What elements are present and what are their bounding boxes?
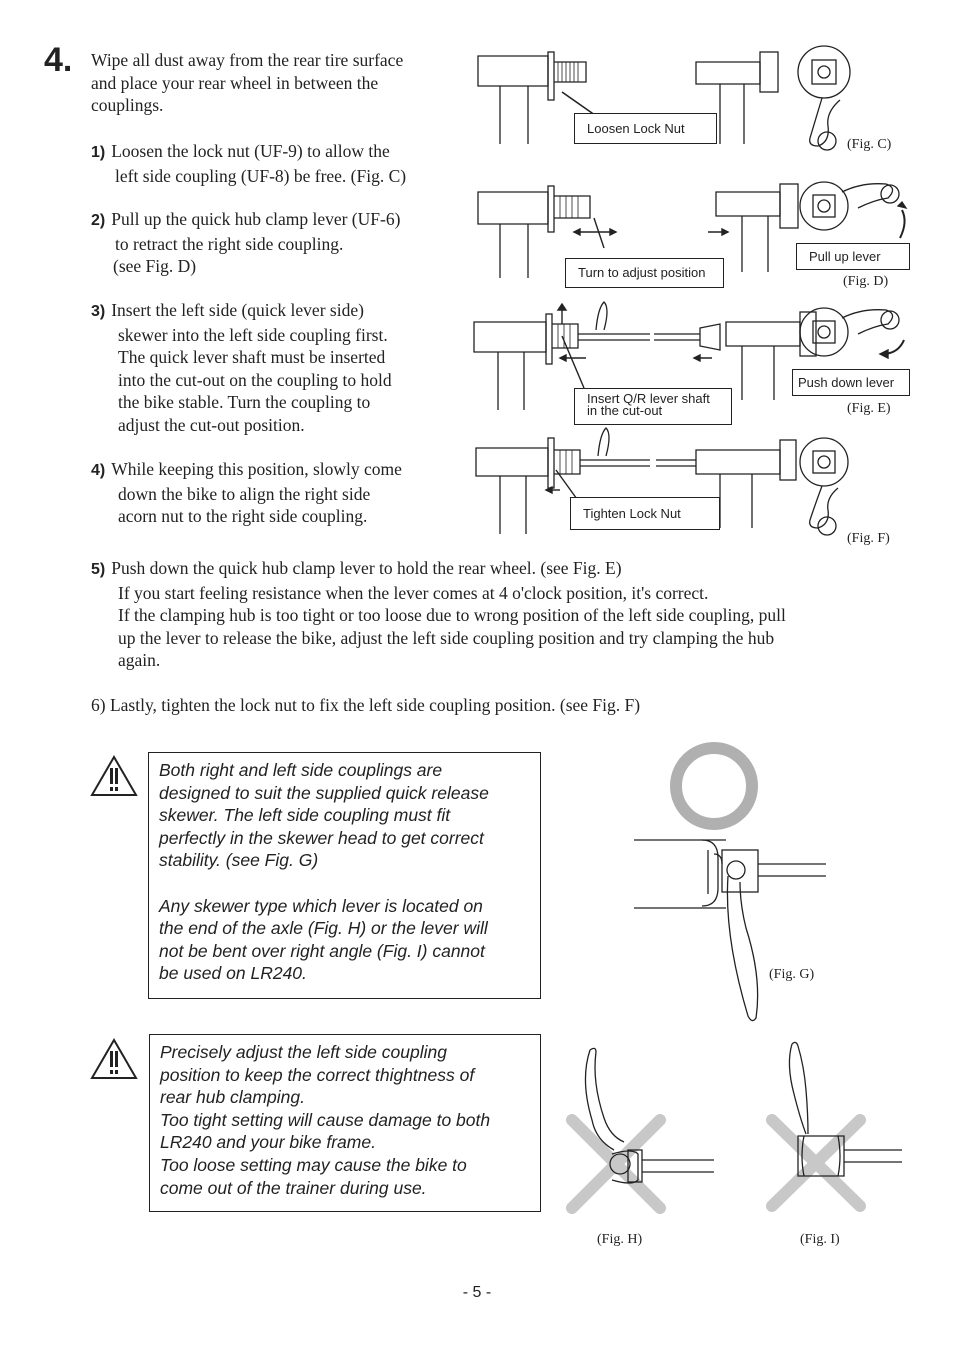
callout-insert-qr-shaft: Insert Q/R lever shaft in the cut-out xyxy=(574,388,732,425)
cross-icon xyxy=(572,1120,660,1208)
fig-i-label: (Fig. I) xyxy=(800,1232,840,1247)
warning-box-adjust: Precisely adjust the left side coupling position to keep the correct thightness of rear hub clamping. Too tight setting will cause damage to both LR240 and your bike frame. Too loose setting may cause the bike to come out of the trainer during use. xyxy=(149,1034,541,1212)
cross-icon xyxy=(772,1120,860,1206)
fig-i-illustration xyxy=(762,1040,908,1215)
page-number: - 5 - xyxy=(462,1284,492,1301)
warning-box-skewer: Both right and left side couplings are designed to suit the supplied quick release skewer. The left side coupling must fit perfectly in the skewer head to get correct stability. (see Fig. G) Any skewer type which lever is located on the end of the axle (Fig. H) or the lever will not be bent over right angle (Fig. I) cannot be used on LR240. xyxy=(148,752,541,999)
substep-3: 3) Insert the left side (quick lever side) skewer into the left side coupling first. The quick lever shaft must be inserted into the cut-out on the coupling to hold the bike stable. Turn the coupling to adjust the cut-out position. xyxy=(91,300,392,435)
substep-1: 1) Loosen the lock nut (UF-9) to allow the left side coupling (UF-8) be free. (Fig. C) xyxy=(91,141,407,186)
fig-e-label: (Fig. E) xyxy=(847,401,891,416)
callout-push-down-lever: Push down lever xyxy=(792,369,910,396)
warning-triangle-icon xyxy=(90,1038,138,1080)
callout-turn-to-adjust: Turn to adjust position xyxy=(565,258,724,288)
fig-h-label: (Fig. H) xyxy=(597,1232,643,1247)
substep-2: 2) Pull up the quick hub clamp lever (UF-6) to retract the right side coupling. (see Fig. D) xyxy=(91,209,401,276)
fig-g-illustration xyxy=(634,836,834,1031)
callout-loosen-lock-nut: Loosen Lock Nut xyxy=(574,113,717,144)
fig-f-label: (Fig. F) xyxy=(847,531,890,546)
callout-tighten-lock-nut: Tighten Lock Nut xyxy=(570,497,720,530)
fig-g-label: (Fig. G) xyxy=(769,967,815,982)
fig-d-label: (Fig. D) xyxy=(843,274,889,289)
substep-4: 4) While keeping this position, slowly come down the bike to align the right side acorn nut to the right side coupling. xyxy=(91,459,402,526)
fig-h-illustration xyxy=(562,1046,722,1216)
fig-c-label: (Fig. C) xyxy=(847,137,892,152)
step-6: 6) Lastly, tighten the lock nut to fix the left side coupling position. (see Fig. F) xyxy=(91,695,641,715)
step-number: 4. xyxy=(44,41,73,79)
step-intro: Wipe all dust away from the rear tire surface and place your rear wheel in between the couplings. xyxy=(91,50,404,115)
ok-circle-icon xyxy=(668,740,760,832)
substep-5: 5) Push down the quick hub clamp lever to hold the rear wheel. (see Fig. E) If you start feeling resistance when the lever comes at 4 o'clock position, it's correct. If the clamping hub is too tight or too loose due to wrong position of the left side coupling, pull up the lever to release the bike, adjust the left side coupling position and try clamping the hub again. xyxy=(91,558,786,670)
callout-pull-up-lever: Pull up lever xyxy=(796,243,910,270)
warning-triangle-icon xyxy=(90,755,138,797)
